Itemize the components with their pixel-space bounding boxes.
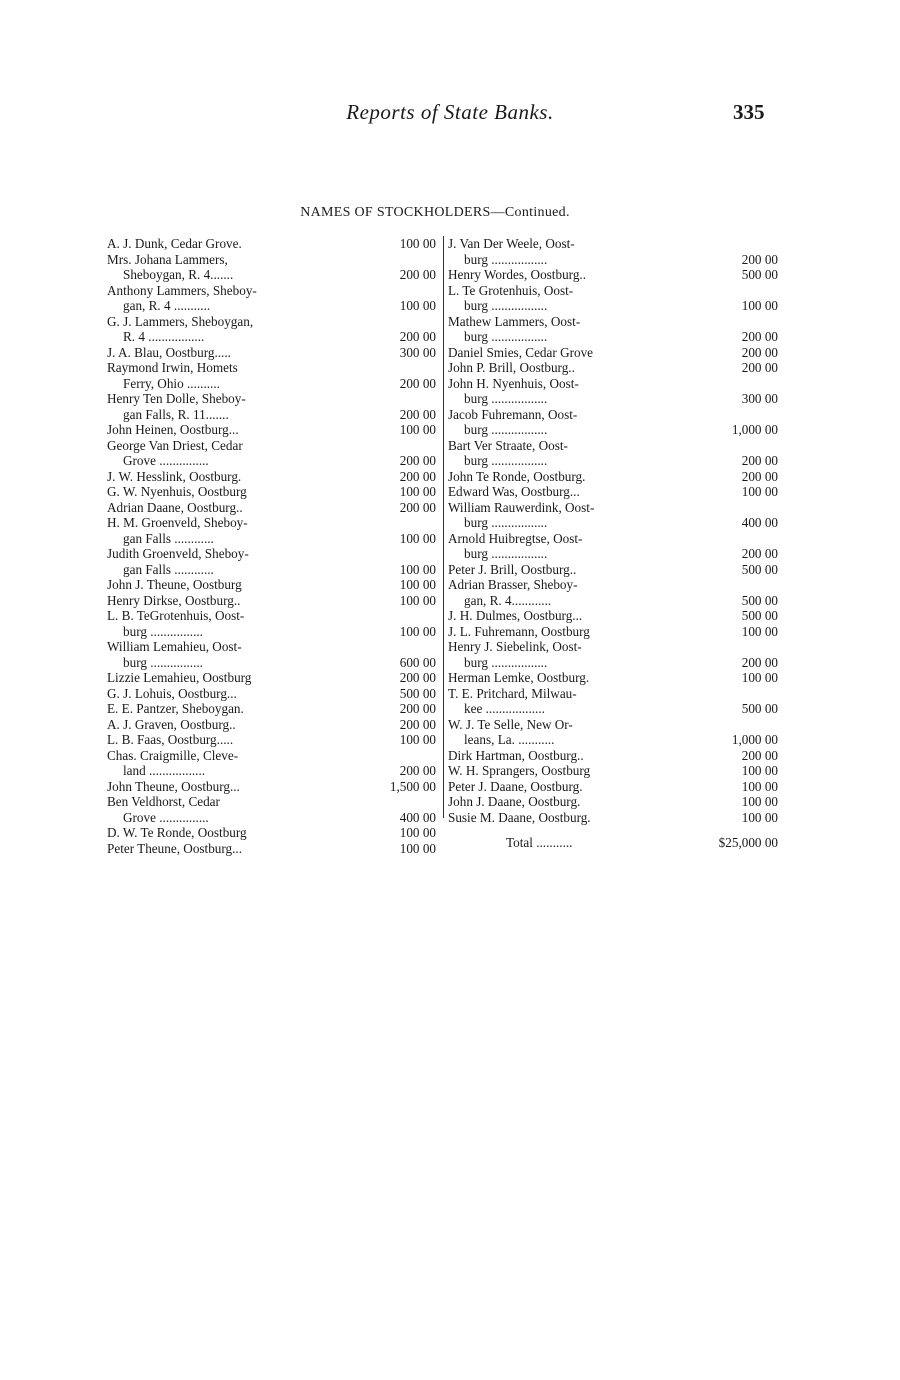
stockholder-row — [107, 779, 440, 795]
stockholder-name: burg ................. — [464, 298, 548, 313]
stockholder-name: burg ................. — [464, 546, 548, 561]
stockholder-row — [107, 748, 440, 764]
stockholder-name: gan Falls ............ — [123, 561, 214, 577]
stock-amount: 100 00 — [741, 623, 778, 639]
stockholder-row — [448, 298, 778, 314]
stockholder-row — [107, 469, 440, 485]
stockholder-name: Arnold Huibregtse, Oost- — [448, 530, 583, 546]
stock-amount: 1,000 00 — [731, 422, 778, 437]
stock-amount: 1,000 00 — [731, 732, 778, 747]
stockholder-name: T. E. Pritchard, Milwau- — [448, 685, 577, 701]
stockholder-name: Grove ............... — [123, 453, 209, 468]
stockholder-row — [448, 546, 778, 562]
stockholder-row — [448, 686, 778, 702]
stockholder-row — [448, 763, 778, 779]
stockholder-row — [107, 345, 440, 361]
stockholder-row — [107, 655, 440, 671]
stockholder-row — [448, 593, 778, 609]
stock-amount: 200 00 — [741, 546, 778, 561]
stockholder-name: Mrs. Johana Lammers, — [107, 251, 228, 267]
stockholder-row — [448, 314, 778, 330]
section-title: NAMES OF STOCKHOLDERS—Continued. — [300, 205, 570, 220]
stockholder-name: Peter J. Brill, Oostburg.. — [448, 561, 577, 577]
stockholder-name: John Te Ronde, Oostburg. — [448, 468, 586, 484]
stockholder-row — [107, 484, 440, 500]
stockholder-name: Henry Ten Dolle, Sheboy- — [107, 391, 246, 406]
stockholder-name: Judith Groenveld, Sheboy- — [107, 546, 249, 561]
stockholder-name: D. W. Te Ronde, Oostburg — [107, 825, 247, 840]
stockholder-name: Henry Dirkse, Oostburg.. — [107, 592, 241, 608]
stockholder-row — [448, 670, 778, 686]
stockholder-name: Ben Veldhorst, Cedar — [107, 794, 220, 809]
stockholder-row — [448, 717, 778, 733]
stockholders-right-column — [448, 236, 778, 851]
stockholder-name: Grove ............... — [123, 809, 209, 825]
stockholder-row — [107, 329, 440, 345]
stockholder-name: L. B. TeGrotenhuis, Oost- — [107, 608, 245, 623]
stockholder-name: W. H. Sprangers, Oostburg — [448, 763, 591, 778]
stockholder-row — [448, 329, 778, 345]
stockholder-row — [448, 438, 778, 454]
stockholder-row — [107, 531, 440, 547]
stockholder-row — [448, 407, 778, 423]
stockholder-name: Edward Was, Oostburg... — [448, 484, 580, 499]
stock-amount: 300 00 — [399, 344, 436, 360]
stockholder-row — [448, 376, 778, 392]
stockholder-name: J. Van Der Weele, Oost- — [448, 236, 575, 251]
stockholder-row — [107, 422, 440, 438]
stockholder-name: Henry Wordes, Oostburg.. — [448, 267, 587, 282]
stockholder-row — [107, 593, 440, 609]
stockholder-row — [448, 267, 778, 283]
stockholder-name: G. J. Lammers, Sheboygan, — [107, 313, 254, 329]
stockholder-name: burg ................. — [464, 453, 548, 468]
stockholder-row — [448, 608, 778, 624]
stockholder-row — [107, 267, 440, 283]
stockholder-name: gan, R. 4............ — [464, 592, 552, 608]
stock-amount: 100 00 — [399, 530, 436, 546]
stockholder-name: H. M. Groenveld, Sheboy- — [107, 515, 248, 530]
stockholder-name: Daniel Smies, Cedar Grove — [448, 344, 594, 360]
stockholder-name: Adrian Daane, Oostburg.. — [107, 499, 243, 515]
stockholder-row — [107, 236, 440, 252]
stockholder-row — [448, 484, 778, 500]
stock-amount: 100 00 — [399, 422, 436, 437]
stockholder-row — [448, 345, 778, 361]
stock-amount: 200 00 — [741, 360, 778, 375]
stock-amount: 200 00 — [399, 453, 436, 468]
stockholder-name: John J. Daane, Oostburg. — [448, 794, 581, 809]
stockholder-name: gan Falls, R. 11....... — [123, 406, 229, 422]
stockholder-name: burg ................. — [464, 391, 548, 406]
stockholder-row — [448, 453, 778, 469]
stockholder-name: John Heinen, Oostburg... — [107, 422, 239, 437]
stockholder-name: Lizzie Lemahieu, Oostburg — [107, 670, 252, 685]
stockholder-row — [107, 562, 440, 578]
stockholder-name: leans, La. ........... — [464, 732, 555, 747]
stockholder-name: kee .................. — [464, 701, 545, 716]
stockholder-row — [107, 670, 440, 686]
stockholder-name: Chas. Craigmille, Cleve- — [107, 747, 239, 763]
stockholder-name: John Theune, Oostburg... — [107, 778, 240, 794]
stock-amount: 200 00 — [399, 406, 436, 422]
stockholder-name: A. J. Graven, Oostburg.. — [107, 716, 236, 732]
stockholder-name: Raymond Irwin, Homets — [107, 360, 238, 375]
stockholders-left-column — [107, 236, 440, 856]
stockholder-name: burg ................ — [123, 623, 203, 639]
stockholder-name: Peter Theune, Oostburg... — [107, 840, 243, 856]
stockholder-name: burg ................. — [464, 515, 548, 530]
stock-amount: 200 00 — [741, 468, 778, 484]
stockholder-name: Dirk Hartman, Oostburg.. — [448, 747, 584, 763]
stockholder-row — [107, 794, 440, 810]
stock-amount: 200 00 — [741, 654, 778, 670]
stockholder-row — [107, 407, 440, 423]
stockholder-row — [107, 701, 440, 717]
stock-amount: 500 00 — [399, 685, 436, 701]
stockholder-row — [107, 283, 440, 299]
stockholder-row — [448, 469, 778, 485]
stockholder-row — [107, 376, 440, 392]
stockholder-row — [448, 639, 778, 655]
stock-amount: 100 00 — [741, 778, 778, 794]
stockholder-row — [448, 391, 778, 407]
stock-amount: 100 00 — [741, 484, 778, 499]
stockholder-row — [448, 810, 778, 826]
stockholder-name: Susie M. Daane, Oostburg. — [448, 809, 591, 825]
stockholder-name: Herman Lemke, Oostburg. — [448, 670, 590, 685]
stockholder-row — [107, 500, 440, 516]
stockholder-name: Sheboygan, R. 4....... — [123, 267, 234, 282]
stock-amount: 200 00 — [741, 747, 778, 763]
stockholder-row — [107, 686, 440, 702]
stockholder-name: R. 4 ................. — [123, 329, 205, 344]
stock-amount: 100 00 — [399, 825, 436, 840]
stock-amount: 200 00 — [399, 670, 436, 685]
stock-amount: 200 00 — [741, 329, 778, 344]
stock-amount: 200 00 — [399, 267, 436, 282]
stock-amount: 200 00 — [399, 716, 436, 732]
stockholder-row — [448, 779, 778, 795]
stockholder-name: burg ................. — [464, 251, 548, 267]
stockholder-name: land ................. — [123, 763, 206, 778]
total-label: Total ........... — [506, 835, 573, 850]
stock-amount: 100 00 — [399, 236, 436, 251]
stock-amount: 200 00 — [399, 701, 436, 716]
stock-amount: 100 00 — [399, 298, 436, 313]
stockholder-row — [448, 732, 778, 748]
stock-amount: 100 00 — [399, 561, 436, 577]
stockholder-row — [107, 298, 440, 314]
stockholder-name: J. A. Blau, Oostburg..... — [107, 344, 231, 360]
stock-amount: 500 00 — [741, 701, 778, 716]
stockholder-name: Peter J. Daane, Oostburg. — [448, 778, 583, 794]
stock-amount: 200 00 — [399, 763, 436, 778]
stockholder-row — [448, 236, 778, 252]
stock-amount: 100 00 — [399, 484, 436, 499]
stockholder-row — [107, 763, 440, 779]
stockholder-name: Jacob Fuhremann, Oost- — [448, 406, 578, 422]
stock-amount: 200 00 — [399, 375, 436, 391]
stockholder-row — [107, 252, 440, 268]
stockholder-row — [448, 701, 778, 717]
stockholder-row — [107, 810, 440, 826]
page-number: 335 — [733, 100, 765, 124]
stock-amount: 200 00 — [399, 499, 436, 515]
stock-amount: 200 00 — [741, 251, 778, 267]
stockholder-name: W. J. Te Selle, New Or- — [448, 716, 573, 732]
stockholder-name: G. J. Lohuis, Oostburg... — [107, 685, 237, 701]
stockholder-row — [107, 732, 440, 748]
stockholder-row — [107, 639, 440, 655]
stockholder-row — [107, 438, 440, 454]
stockholder-row — [107, 360, 440, 376]
stockholder-name: burg ................ — [123, 654, 203, 670]
stockholder-name: Henry J. Siebelink, Oost- — [448, 639, 582, 654]
stockholder-row — [107, 515, 440, 531]
stock-amount: 200 00 — [399, 468, 436, 484]
stockholder-row — [448, 500, 778, 516]
stockholder-name: William Lemahieu, Oost- — [107, 639, 242, 654]
stock-amount: 100 00 — [399, 732, 436, 747]
stock-amount: 600 00 — [399, 654, 436, 670]
stockholder-row — [448, 531, 778, 547]
stockholder-name: J. L. Fuhremann, Oostburg — [448, 623, 590, 639]
stockholder-name: Ferry, Ohio .......... — [123, 375, 220, 391]
stockholder-row — [107, 841, 440, 857]
total-row — [448, 835, 778, 851]
stockholder-name: Adrian Brasser, Sheboy- — [448, 577, 578, 592]
stockholder-row — [448, 515, 778, 531]
column-divider — [443, 236, 444, 818]
stockholder-row — [448, 252, 778, 268]
stockholder-name: Anthony Lammers, Sheboy- — [107, 282, 257, 298]
stock-amount: 100 00 — [741, 794, 778, 809]
stock-amount: 100 00 — [741, 809, 778, 825]
stock-amount: 100 00 — [399, 623, 436, 639]
stock-amount: 100 00 — [399, 592, 436, 608]
stockholder-name: G. W. Nyenhuis, Oostburg — [107, 484, 247, 499]
stockholder-row — [107, 624, 440, 640]
stockholder-name: burg ................. — [464, 422, 548, 437]
stockholder-row — [107, 391, 440, 407]
stock-amount: 400 00 — [399, 809, 436, 825]
stockholder-name: A. J. Dunk, Cedar Grove. — [107, 236, 242, 251]
stockholder-row — [107, 546, 440, 562]
stockholder-name: E. E. Pantzer, Sheboygan. — [107, 701, 244, 716]
stockholder-row — [448, 283, 778, 299]
stockholder-row — [448, 360, 778, 376]
stockholder-row — [448, 422, 778, 438]
stockholder-row — [107, 314, 440, 330]
stock-amount: 100 00 — [741, 670, 778, 685]
stock-amount: 300 00 — [741, 391, 778, 406]
stockholder-row — [107, 577, 440, 593]
stockholder-name: burg ................. — [464, 654, 548, 670]
total-amount: $25,000 00 — [718, 835, 778, 850]
stockholder-row — [448, 794, 778, 810]
stockholder-name: L. Te Grotenhuis, Oost- — [448, 282, 574, 298]
stockholder-name: Bart Ver Straate, Oost- — [448, 437, 568, 453]
stockholder-name: burg ................. — [464, 329, 548, 344]
stock-amount: 500 00 — [741, 561, 778, 577]
stockholder-row — [107, 453, 440, 469]
stockholder-row — [107, 825, 440, 841]
stock-amount: 200 00 — [399, 329, 436, 344]
stockholder-name: Mathew Lammers, Oost- — [448, 313, 581, 329]
stockholder-name: John J. Theune, Oostburg — [107, 577, 242, 592]
stockholder-row — [448, 577, 778, 593]
stock-amount: 100 00 — [741, 763, 778, 778]
stockholder-name: gan, R. 4 ........... — [123, 298, 211, 313]
stockholder-name: John P. Brill, Oostburg.. — [448, 360, 575, 375]
stockholder-row — [448, 624, 778, 640]
stockholder-name: George Van Driest, Cedar — [107, 437, 243, 453]
stockholder-name: William Rauwerdink, Oost- — [448, 499, 595, 515]
stockholder-row — [107, 717, 440, 733]
page-header-title: Reports of State Banks. — [346, 100, 554, 124]
stockholder-row — [448, 655, 778, 671]
stock-amount: 100 00 — [399, 840, 436, 856]
stock-amount: 500 00 — [741, 608, 778, 623]
stockholder-name: J. W. Hesslink, Oostburg. — [107, 468, 242, 484]
stock-amount: 200 00 — [741, 344, 778, 360]
stock-amount: 1,500 00 — [389, 778, 436, 794]
stockholder-row — [448, 748, 778, 764]
stockholder-row — [107, 608, 440, 624]
stock-amount: 400 00 — [741, 515, 778, 530]
stockholder-name: gan Falls ............ — [123, 530, 214, 546]
stock-amount: 200 00 — [741, 453, 778, 468]
stock-amount: 500 00 — [741, 592, 778, 608]
stockholder-name: J. H. Dulmes, Oostburg... — [448, 608, 583, 623]
stock-amount: 100 00 — [399, 577, 436, 592]
stock-amount: 500 00 — [741, 267, 778, 282]
stockholder-row — [448, 562, 778, 578]
stockholder-name: John H. Nyenhuis, Oost- — [448, 375, 579, 391]
stockholder-name: L. B. Faas, Oostburg..... — [107, 732, 234, 747]
stock-amount: 100 00 — [741, 298, 778, 313]
